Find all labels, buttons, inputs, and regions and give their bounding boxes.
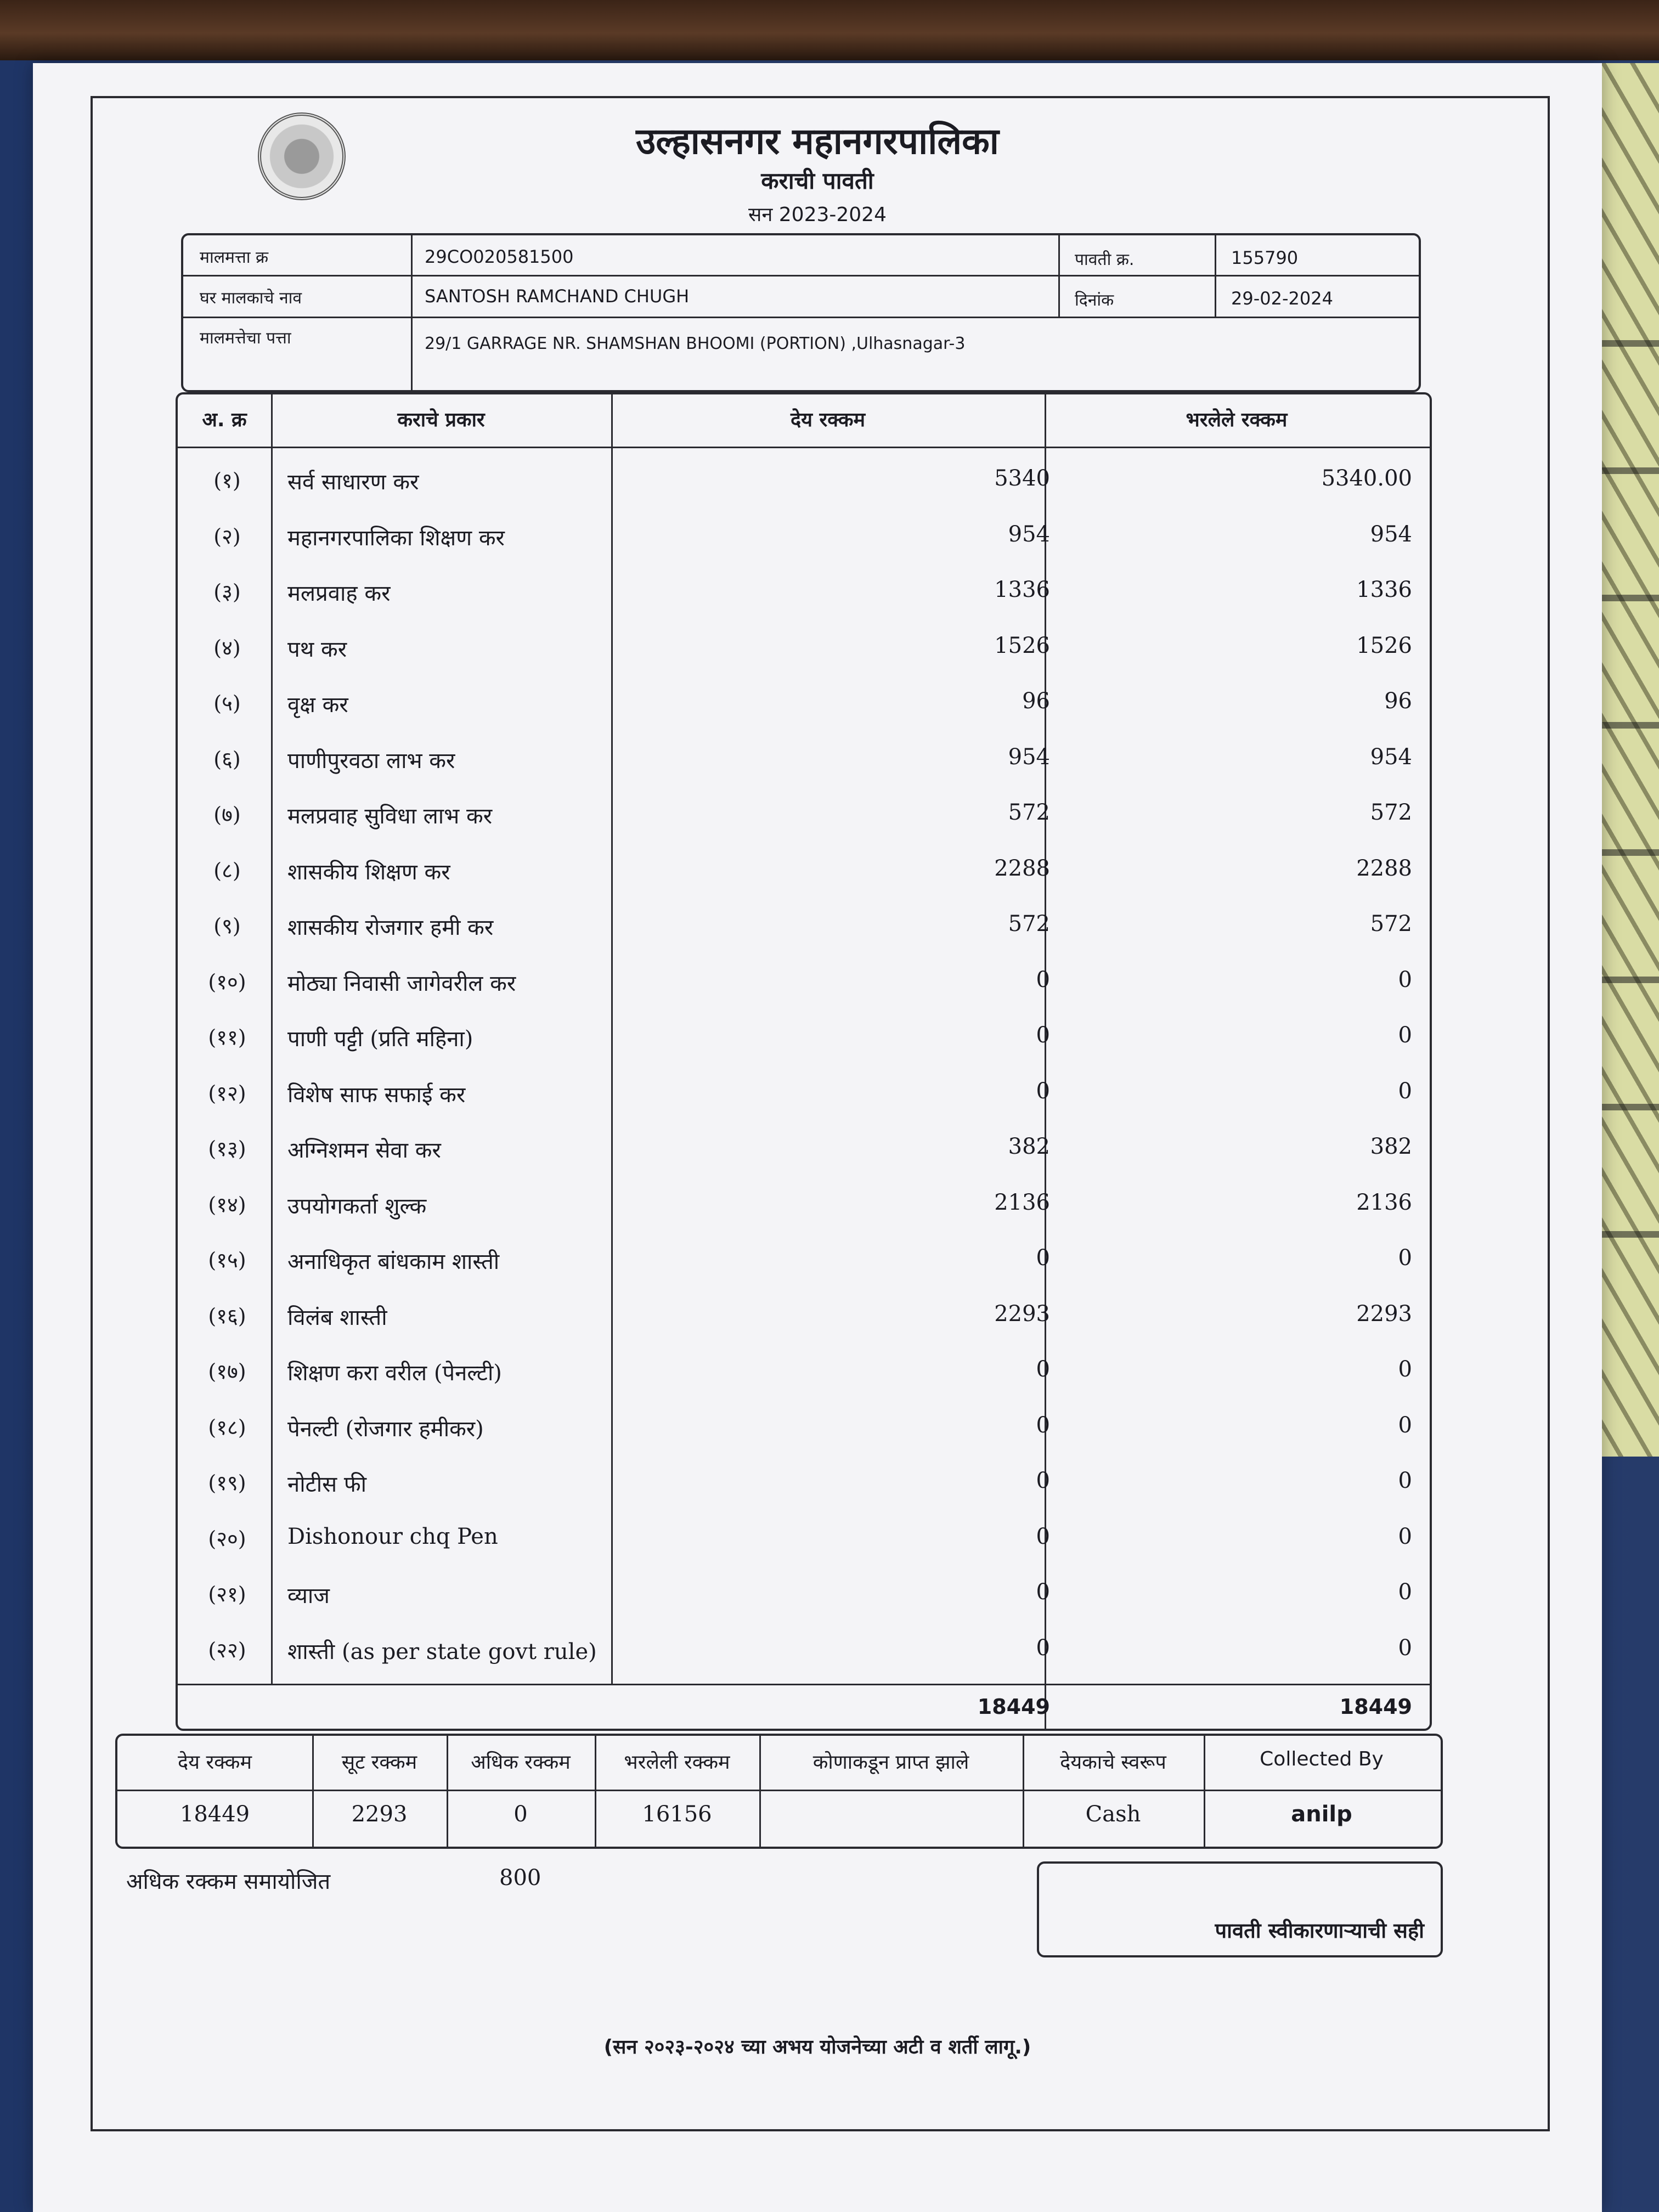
table-row (178, 633, 1434, 688)
row-tax-name: पेनल्टी (रोजगार हमीकर) (287, 1416, 484, 1442)
row-paid-amount: 0 (1398, 1357, 1412, 1382)
receipt-year: सन 2023-2024 (748, 204, 887, 226)
row-due-amount: 954 (1008, 744, 1050, 770)
row-paid-amount: 0 (1398, 1468, 1412, 1493)
total-paid: 18449 (1339, 1695, 1412, 1719)
row-paid-amount: 572 (1370, 800, 1412, 825)
info-divider (183, 275, 1420, 276)
property-no: 29CO020581500 (425, 246, 574, 267)
row-paid-amount: 96 (1384, 689, 1412, 714)
row-serial: (१७) (208, 1359, 246, 1384)
table-row (178, 856, 1434, 911)
row-due-amount: 382 (1008, 1134, 1050, 1159)
summary-due-value: 18449 (179, 1802, 250, 1827)
signature-box (1037, 1861, 1443, 1957)
row-tax-name: मोठ्या निवासी जागेवरील कर (287, 970, 516, 996)
excess-adjusted-value: 800 (499, 1865, 541, 1891)
row-due-amount: 5340 (994, 466, 1050, 491)
summary-payment-mode-value: Cash (1085, 1802, 1141, 1827)
row-due-amount: 0 (1036, 1579, 1050, 1605)
property-address: 29/1 GARRAGE NR. SHAMSHAN BHOOMI (PORTION) ,Ulhasnagar-3 (425, 334, 966, 353)
row-tax-name: नोटीस फी (287, 1472, 367, 1497)
row-serial: (७) (213, 803, 241, 827)
org-name: उल्हासनगर महानगरपालिका (636, 120, 999, 162)
receipt-no: 155790 (1231, 247, 1299, 268)
row-paid-amount: 0 (1398, 1023, 1412, 1048)
row-paid-amount: 0 (1398, 1078, 1412, 1104)
row-serial: (३) (213, 580, 241, 604)
row-serial: (२०) (208, 1526, 246, 1551)
summary-header-received-from: कोणाकडून प्राप्त झाले (812, 1751, 969, 1774)
summary-paid-value: 16156 (642, 1802, 712, 1827)
row-serial: (९) (213, 914, 241, 938)
owner-label: घर मालकाचे नाव (200, 289, 302, 308)
row-tax-name: विलंब शास्ती (287, 1305, 387, 1330)
row-paid-amount: 572 (1370, 911, 1412, 936)
info-divider (183, 317, 1420, 318)
row-serial: (४) (213, 635, 241, 660)
row-serial: (१) (213, 469, 241, 493)
row-due-amount: 96 (1022, 689, 1050, 714)
row-paid-amount: 0 (1398, 967, 1412, 992)
row-tax-name: Dishonour chq Pen (287, 1523, 498, 1549)
row-due-amount: 572 (1008, 911, 1050, 936)
row-serial: (१३) (208, 1137, 246, 1161)
row-paid-amount: 2288 (1356, 855, 1412, 881)
row-serial: (८) (213, 858, 241, 883)
header-paid-amount: भरलेले रक्कम (1186, 409, 1288, 431)
row-paid-amount: 382 (1370, 1134, 1412, 1159)
row-due-amount: 0 (1036, 1468, 1050, 1493)
row-tax-name: वृक्ष कर (287, 692, 348, 718)
table-row (178, 1413, 1434, 1468)
row-tax-name: व्याज (287, 1583, 330, 1609)
table-row (178, 1468, 1434, 1523)
row-due-amount: 0 (1036, 1635, 1050, 1661)
owner-name: SANTOSH RAMCHAND CHUGH (425, 286, 690, 307)
row-tax-name: उपयोगकर्ता शुल्क (287, 1193, 427, 1219)
row-paid-amount: 2293 (1356, 1301, 1412, 1327)
summary-header-paid: भरलेली रक्कम (624, 1751, 730, 1774)
row-due-amount: 0 (1036, 1412, 1050, 1438)
summary-divider (117, 1790, 1442, 1791)
receipt-paper (33, 63, 1602, 2212)
row-serial: (१४) (208, 1192, 246, 1217)
info-divider (1215, 235, 1216, 318)
row-due-amount: 2293 (994, 1301, 1050, 1327)
row-due-amount: 0 (1036, 1023, 1050, 1048)
row-tax-name: शासकीय शिक्षण कर (287, 859, 450, 885)
row-tax-name: अनाधिकृत बांधकाम शास्ती (287, 1249, 500, 1274)
row-tax-name: पाणी पट्टी (प्रति महिना) (287, 1026, 473, 1052)
table-row (178, 744, 1434, 799)
table-header-divider (178, 447, 1431, 448)
row-serial: (५) (213, 691, 241, 715)
header-sr: अ. क्र (202, 409, 247, 431)
row-due-amount: 572 (1008, 800, 1050, 825)
footer-note: (सन २०२३-२०२४ च्या अभय योजनेच्या अटी व शर्ती लागू.) (603, 2036, 1031, 2058)
summary-collected-by-value: anilp (1291, 1802, 1352, 1827)
table-row (178, 1134, 1434, 1189)
row-paid-amount: 954 (1370, 521, 1412, 547)
tax-table (176, 392, 1432, 1731)
summary-excess-value: 0 (514, 1802, 528, 1827)
row-due-amount: 954 (1008, 521, 1050, 547)
row-paid-amount: 5340.00 (1321, 466, 1412, 491)
row-tax-name: शासकीय रोजगार हमी कर (287, 915, 494, 940)
table-row (178, 577, 1434, 632)
summary-header-due: देय रक्कम (178, 1751, 252, 1774)
table-row (178, 1245, 1434, 1300)
row-tax-name: शिक्षण करा वरील (पेनल्टी) (287, 1361, 502, 1386)
row-tax-name: महानगरपालिका शिक्षण कर (287, 525, 505, 551)
summary-header-discount: सूट रक्कम (341, 1751, 417, 1774)
table-row (178, 1357, 1434, 1412)
row-due-amount: 0 (1036, 1357, 1050, 1382)
info-divider (1058, 235, 1060, 318)
row-due-amount: 0 (1036, 1245, 1050, 1271)
table-row (178, 967, 1434, 1022)
row-tax-name: पथ कर (287, 636, 347, 662)
property-no-label: मालमत्ता क्र (200, 248, 269, 267)
summary-header-payment-mode: देयकाचे स्वरूप (1060, 1751, 1166, 1774)
row-paid-amount: 0 (1398, 1412, 1412, 1438)
table-row (178, 1023, 1434, 1077)
table-row (178, 522, 1434, 577)
doc-type: कराची पावती (761, 167, 874, 194)
row-paid-amount: 0 (1398, 1245, 1412, 1271)
table-row (178, 911, 1434, 966)
table-row (178, 1524, 1434, 1579)
row-tax-name: अग्निशमन सेवा कर (287, 1138, 441, 1163)
row-serial: (६) (213, 747, 241, 771)
info-divider (411, 235, 413, 392)
property-info-box (181, 233, 1421, 392)
row-serial: (१५) (208, 1248, 246, 1272)
row-tax-name: विशेष साफ सफाई कर (287, 1082, 466, 1108)
table-row (178, 466, 1434, 521)
row-serial: (११) (208, 1025, 246, 1049)
wood-frame-background (0, 0, 1659, 60)
row-paid-amount: 2136 (1356, 1189, 1412, 1215)
row-serial: (१२) (208, 1081, 246, 1105)
row-paid-amount: 1336 (1356, 577, 1412, 602)
table-row (178, 1635, 1434, 1690)
row-paid-amount: 0 (1398, 1635, 1412, 1661)
row-tax-name: मलप्रवाह कर (287, 581, 391, 606)
row-serial: (१९) (208, 1471, 246, 1495)
table-row (178, 1301, 1434, 1356)
row-tax-name: मलप्रवाह सुविधा लाभ कर (287, 804, 493, 829)
address-label: मालमत्तेचा पत्ता (200, 329, 291, 348)
table-row (178, 800, 1434, 855)
summary-header-excess: अधिक रक्कम (471, 1751, 571, 1774)
row-paid-amount: 1526 (1356, 633, 1412, 658)
row-tax-name: पाणीपुरवठा लाभ कर (287, 748, 455, 774)
date-label: दिनांक (1075, 291, 1114, 310)
row-due-amount: 1336 (994, 577, 1050, 602)
row-serial: (२२) (208, 1638, 246, 1662)
signature-label: पावती स्वीकारणाऱ्याची सही (1215, 1918, 1424, 1943)
row-serial: (१६) (208, 1304, 246, 1328)
receipt-no-label: पावती क्र. (1075, 250, 1135, 269)
receipt-date: 29-02-2024 (1231, 288, 1333, 309)
row-serial: (१८) (208, 1415, 246, 1440)
table-row (178, 1579, 1434, 1634)
row-paid-amount: 0 (1398, 1523, 1412, 1549)
row-tax-name: शास्ती (as per state govt rule) (287, 1639, 597, 1664)
row-paid-amount: 0 (1398, 1579, 1412, 1605)
total-due: 18449 (977, 1695, 1050, 1719)
row-due-amount: 1526 (994, 633, 1050, 658)
header-due-amount: देय रक्कम (790, 409, 866, 431)
row-due-amount: 0 (1036, 967, 1050, 992)
table-row (178, 1079, 1434, 1133)
row-paid-amount: 954 (1370, 744, 1412, 770)
summary-discount-value: 2293 (351, 1802, 408, 1827)
row-serial: (१०) (208, 969, 246, 994)
row-due-amount: 2136 (994, 1189, 1050, 1215)
row-serial: (२१) (208, 1582, 246, 1606)
summary-header-collected-by: Collected By (1260, 1748, 1384, 1770)
payment-summary-table (115, 1734, 1443, 1849)
table-row (178, 1190, 1434, 1245)
row-tax-name: सर्व साधारण कर (287, 470, 419, 495)
table-row (178, 689, 1434, 743)
row-due-amount: 0 (1036, 1523, 1050, 1549)
excess-adjusted-label: अधिक रक्कम समायोजित (126, 1869, 331, 1894)
header-tax-type: कराचे प्रकार (397, 409, 485, 431)
row-serial: (२) (213, 524, 241, 549)
row-due-amount: 2288 (994, 855, 1050, 881)
row-due-amount: 0 (1036, 1078, 1050, 1104)
